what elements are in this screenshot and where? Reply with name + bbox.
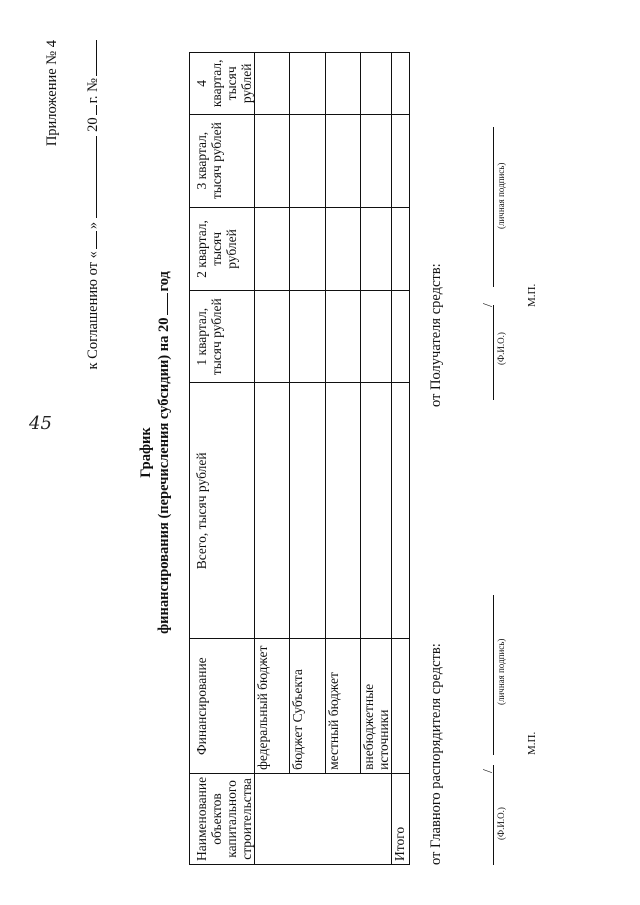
appendix-label: Приложение № 4	[44, 40, 60, 147]
value-cell	[361, 53, 392, 115]
value-cell	[326, 383, 361, 639]
right-fio-caption: (Ф.И.О.)	[496, 332, 506, 365]
left-signature-line	[493, 595, 494, 755]
financing-cell: местный бюджет	[326, 639, 361, 773]
value-cell	[290, 114, 326, 207]
value-cell	[290, 207, 326, 291]
left-fio-line	[493, 765, 494, 865]
year-blank	[96, 105, 97, 115]
right-slash: /	[481, 303, 496, 307]
subtitle-suffix: год	[156, 271, 172, 292]
table-row	[255, 53, 290, 865]
total-row	[392, 53, 410, 865]
financing-schedule-table	[189, 52, 410, 865]
document-subtitle	[156, 0, 173, 905]
total-label: Итого	[392, 773, 410, 864]
table-row	[361, 53, 392, 865]
header-q1: 1 квартал, тысяч рублей	[190, 291, 255, 383]
value-cell	[361, 291, 392, 383]
header-total: Всего, тысяч рублей	[190, 383, 255, 639]
value-cell	[392, 639, 410, 773]
right-fio-line	[493, 305, 494, 400]
agreement-number-label: г. №	[85, 78, 101, 104]
day-blank	[96, 231, 97, 249]
agreement-year: 20	[85, 117, 101, 132]
value-cell	[326, 291, 361, 383]
agreement-reference	[85, 40, 102, 369]
number-blank	[96, 40, 97, 76]
header-q3: 3 квартал, тысяч рублей	[190, 114, 255, 207]
subtitle-prefix: финансирования (перечисления субсидии) на 20	[156, 317, 172, 634]
table-row	[290, 53, 326, 865]
value-cell	[361, 207, 392, 291]
value-cell	[326, 53, 361, 115]
value-cell	[392, 291, 410, 383]
value-cell	[392, 207, 410, 291]
header-q4: 4 квартал, тысяч рублей	[190, 53, 255, 115]
value-cell	[392, 53, 410, 115]
value-cell	[290, 383, 326, 639]
value-cell	[255, 383, 290, 639]
value-cell	[392, 114, 410, 207]
value-cell	[255, 53, 290, 115]
value-cell	[361, 114, 392, 207]
header-object-name: Наименование объектов капитального строительства	[190, 773, 255, 864]
right-signature-caption: (личная подпись)	[496, 162, 506, 229]
value-cell	[326, 207, 361, 291]
handwritten-page-number: 45	[29, 413, 52, 435]
right-signature-title: от Получателя средств:	[428, 263, 444, 407]
right-signature-line	[493, 127, 494, 287]
left-stamp-label: М.П.	[526, 731, 538, 755]
header-q2: 2 квартал, тысяч рублей	[190, 207, 255, 291]
left-signature-title: от Главного распорядителя средств:	[428, 643, 444, 865]
month-blank	[96, 136, 97, 218]
agreement-quote-close: »	[85, 221, 101, 230]
financing-cell: бюджет Субъекта	[290, 639, 326, 773]
table-header-row	[190, 53, 255, 865]
value-cell	[255, 207, 290, 291]
left-slash: /	[481, 769, 496, 773]
left-fio-caption: (Ф.И.О.)	[496, 807, 506, 840]
financing-cell: внебюджетные источники	[361, 639, 392, 773]
table-row	[326, 53, 361, 865]
document-title: График	[138, 427, 154, 478]
left-signature-caption: (личная подпись)	[496, 638, 506, 705]
year-blank-title	[167, 294, 168, 316]
value-cell	[290, 53, 326, 115]
value-cell	[361, 383, 392, 639]
object-name-cell	[255, 773, 392, 864]
value-cell	[255, 291, 290, 383]
header-financing: Финансирование	[190, 639, 255, 773]
value-cell	[290, 291, 326, 383]
right-stamp-label: М.П.	[526, 283, 538, 307]
value-cell	[326, 114, 361, 207]
value-cell	[255, 114, 290, 207]
financing-cell: федеральный бюджет	[255, 639, 290, 773]
agreement-prefix: к Соглашению от «	[85, 251, 101, 370]
value-cell	[392, 383, 410, 639]
